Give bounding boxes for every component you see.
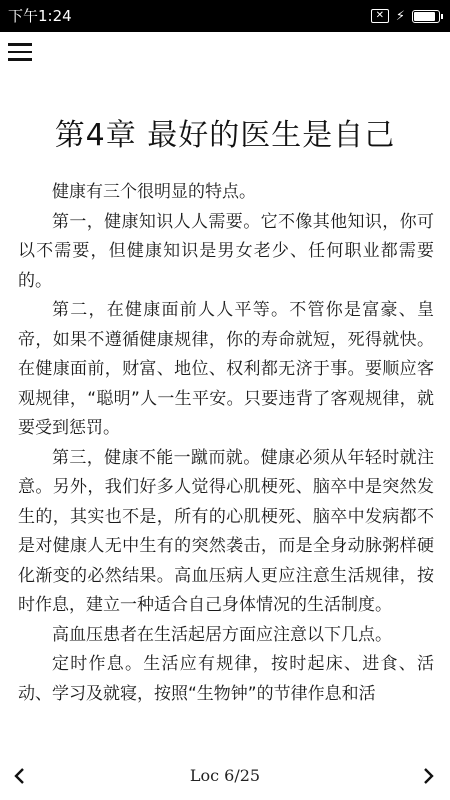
paragraph: 定时作息。生活应有规律，按时起床、进食、活动、学习及就寝，按照“生物钟”的节律作息和活 (18, 654, 434, 704)
paragraph: 第三，健康不能一蹴而就。健康必须从年轻时就注意。另外，我们好多人觉得心肌梗死、脑卒中是突然发生的，其实也不是，所有的心肌梗死、脑卒中发病都不是对健康人无中生有的突然袭击，而是全身动脉粥样硬化渐变的必然结果。高血压病人更应注意生活规律，按时作息，建立一种适合自己身体情况的生活制度。 (18, 447, 434, 615)
hamburger-menu-icon[interactable] (8, 41, 32, 63)
paragraph: 第一，健康知识人人需要。它不像其他知识，你可以不需要，但健康知识是男女老少、任何职业都需要的。 (18, 211, 434, 291)
location-indicator: Loc 6/25 (189, 766, 261, 785)
paragraph: 健康有三个很明显的特点。 (52, 182, 256, 202)
chevron-right-icon[interactable] (416, 764, 440, 788)
paragraph: 第二，在健康面前人人平等。不管你是富豪、皇帝，如果不遵循健康规律，你的寿命就短，死得就快。在健康面前，财富、地位、权利都无济于事。要顺应客观规律，“聪明”人一生平安。只要违背了客观规律，就要受到惩罚。 (18, 300, 434, 438)
sim-x-icon: ✕ (371, 9, 389, 23)
status-icons (371, 0, 440, 32)
chapter-title: 第4章 最好的医生是自己 (54, 118, 396, 153)
status-time: 下午1:24 (8, 7, 72, 25)
reader-footer (0, 760, 450, 792)
status-bar (0, 0, 450, 32)
paragraph: 高血压患者在生活起居方面应注意以下几点。 (52, 624, 392, 645)
battery-fill (414, 12, 435, 21)
reading-content (18, 178, 434, 709)
battery-icon (412, 10, 440, 23)
bolt-icon: ⚡ (395, 8, 405, 24)
